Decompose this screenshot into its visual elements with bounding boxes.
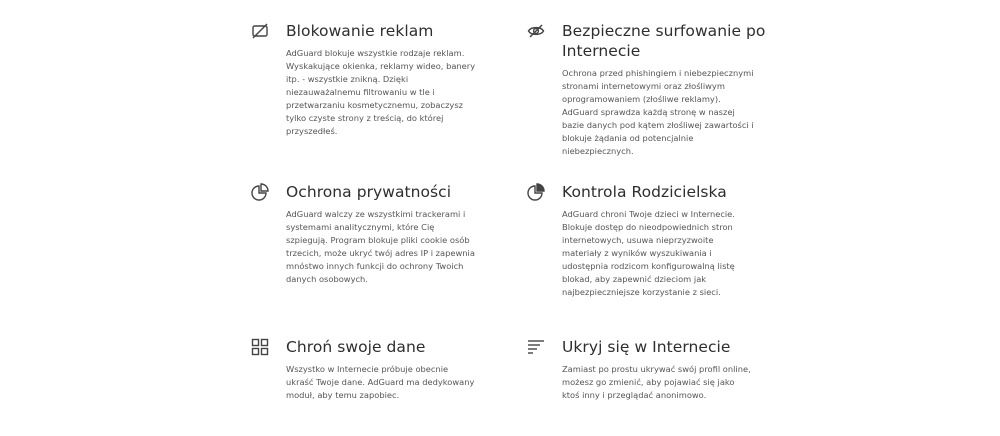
feature-privacy-protection — [286, 182, 516, 286]
feature-safe-browsing — [562, 21, 792, 158]
feature-description: Wszystko w Internecie próbuje obecnie ukraść Twoje dane. AdGuard ma dedykowany moduł, aby temu zapobiec. — [286, 364, 475, 400]
feature-parental-control — [562, 182, 792, 299]
grid-icon — [250, 337, 270, 357]
ad-block-icon — [250, 21, 270, 41]
pie-chart-outline-icon — [250, 182, 270, 202]
eye-off-icon — [526, 21, 546, 41]
feature-ad-blocking — [286, 21, 516, 138]
feature-hide-online — [562, 337, 792, 402]
feature-title: Blokowanie reklam — [286, 22, 434, 40]
pie-chart-filled-icon — [526, 182, 546, 202]
feature-description: AdGuard walczy ze wszystkimi trackerami i systemami analitycznymi, które Cię szpiegują. Program blokuje pliki cookie osób trzecich, może ukryć twój adres IP i zapewnia mnóstwo innych funkcji do ochrony Twoich danych osobowych. — [286, 209, 475, 284]
feature-protect-data — [286, 337, 516, 402]
feature-title: Bezpieczne surfowanie po Internecie — [562, 22, 766, 60]
feature-title: Ochrona prywatności — [286, 183, 452, 201]
feature-title: Ukryj się w Internecie — [562, 338, 731, 356]
feature-description: Zamiast po prostu ukrywać swój profil online, możesz go zmienić, aby pojawiać się jako ktoś inny i przeglądać anonimowo. — [562, 364, 751, 400]
feature-description: AdGuard chroni Twoje dzieci w Internecie. Blokuje dostęp do nieodpowiednich stron internetowych, usuwa nieprzyzwoite materiały z wyników wyszukiwania i udostępnia rodzicom konfigurowalną listę blokad, aby zapewnić dzieciom jak najbezpieczniejsze korzystanie z sieci. — [562, 209, 735, 297]
feature-title: Chroń swoje dane — [286, 338, 426, 356]
feature-description: AdGuard blokuje wszystkie rodzaje reklam. Wyskakujące okienka, reklamy wideo, banery itp. - wszystkie znikną. Dzięki niezauważalnemu filtrowaniu w tle i przetwarzaniu kosmetycznemu, zobaczysz tylko czyste strony z treścią, do której przyszedłeś. — [286, 48, 476, 136]
lines-icon — [526, 337, 546, 357]
feature-description: Ochrona przed phishingiem i niebezpiecznymi stronami internetowymi oraz złośliwym oprogramowaniem (złośliwe reklamy). AdGuard sprawdza każdą stronę w naszej bazie danych pod kątem złośliwej zawartości i blokuje żądania od potencjalnie niebezpiecznych. — [562, 68, 754, 156]
feature-title: Kontrola Rodzicielska — [562, 183, 727, 201]
